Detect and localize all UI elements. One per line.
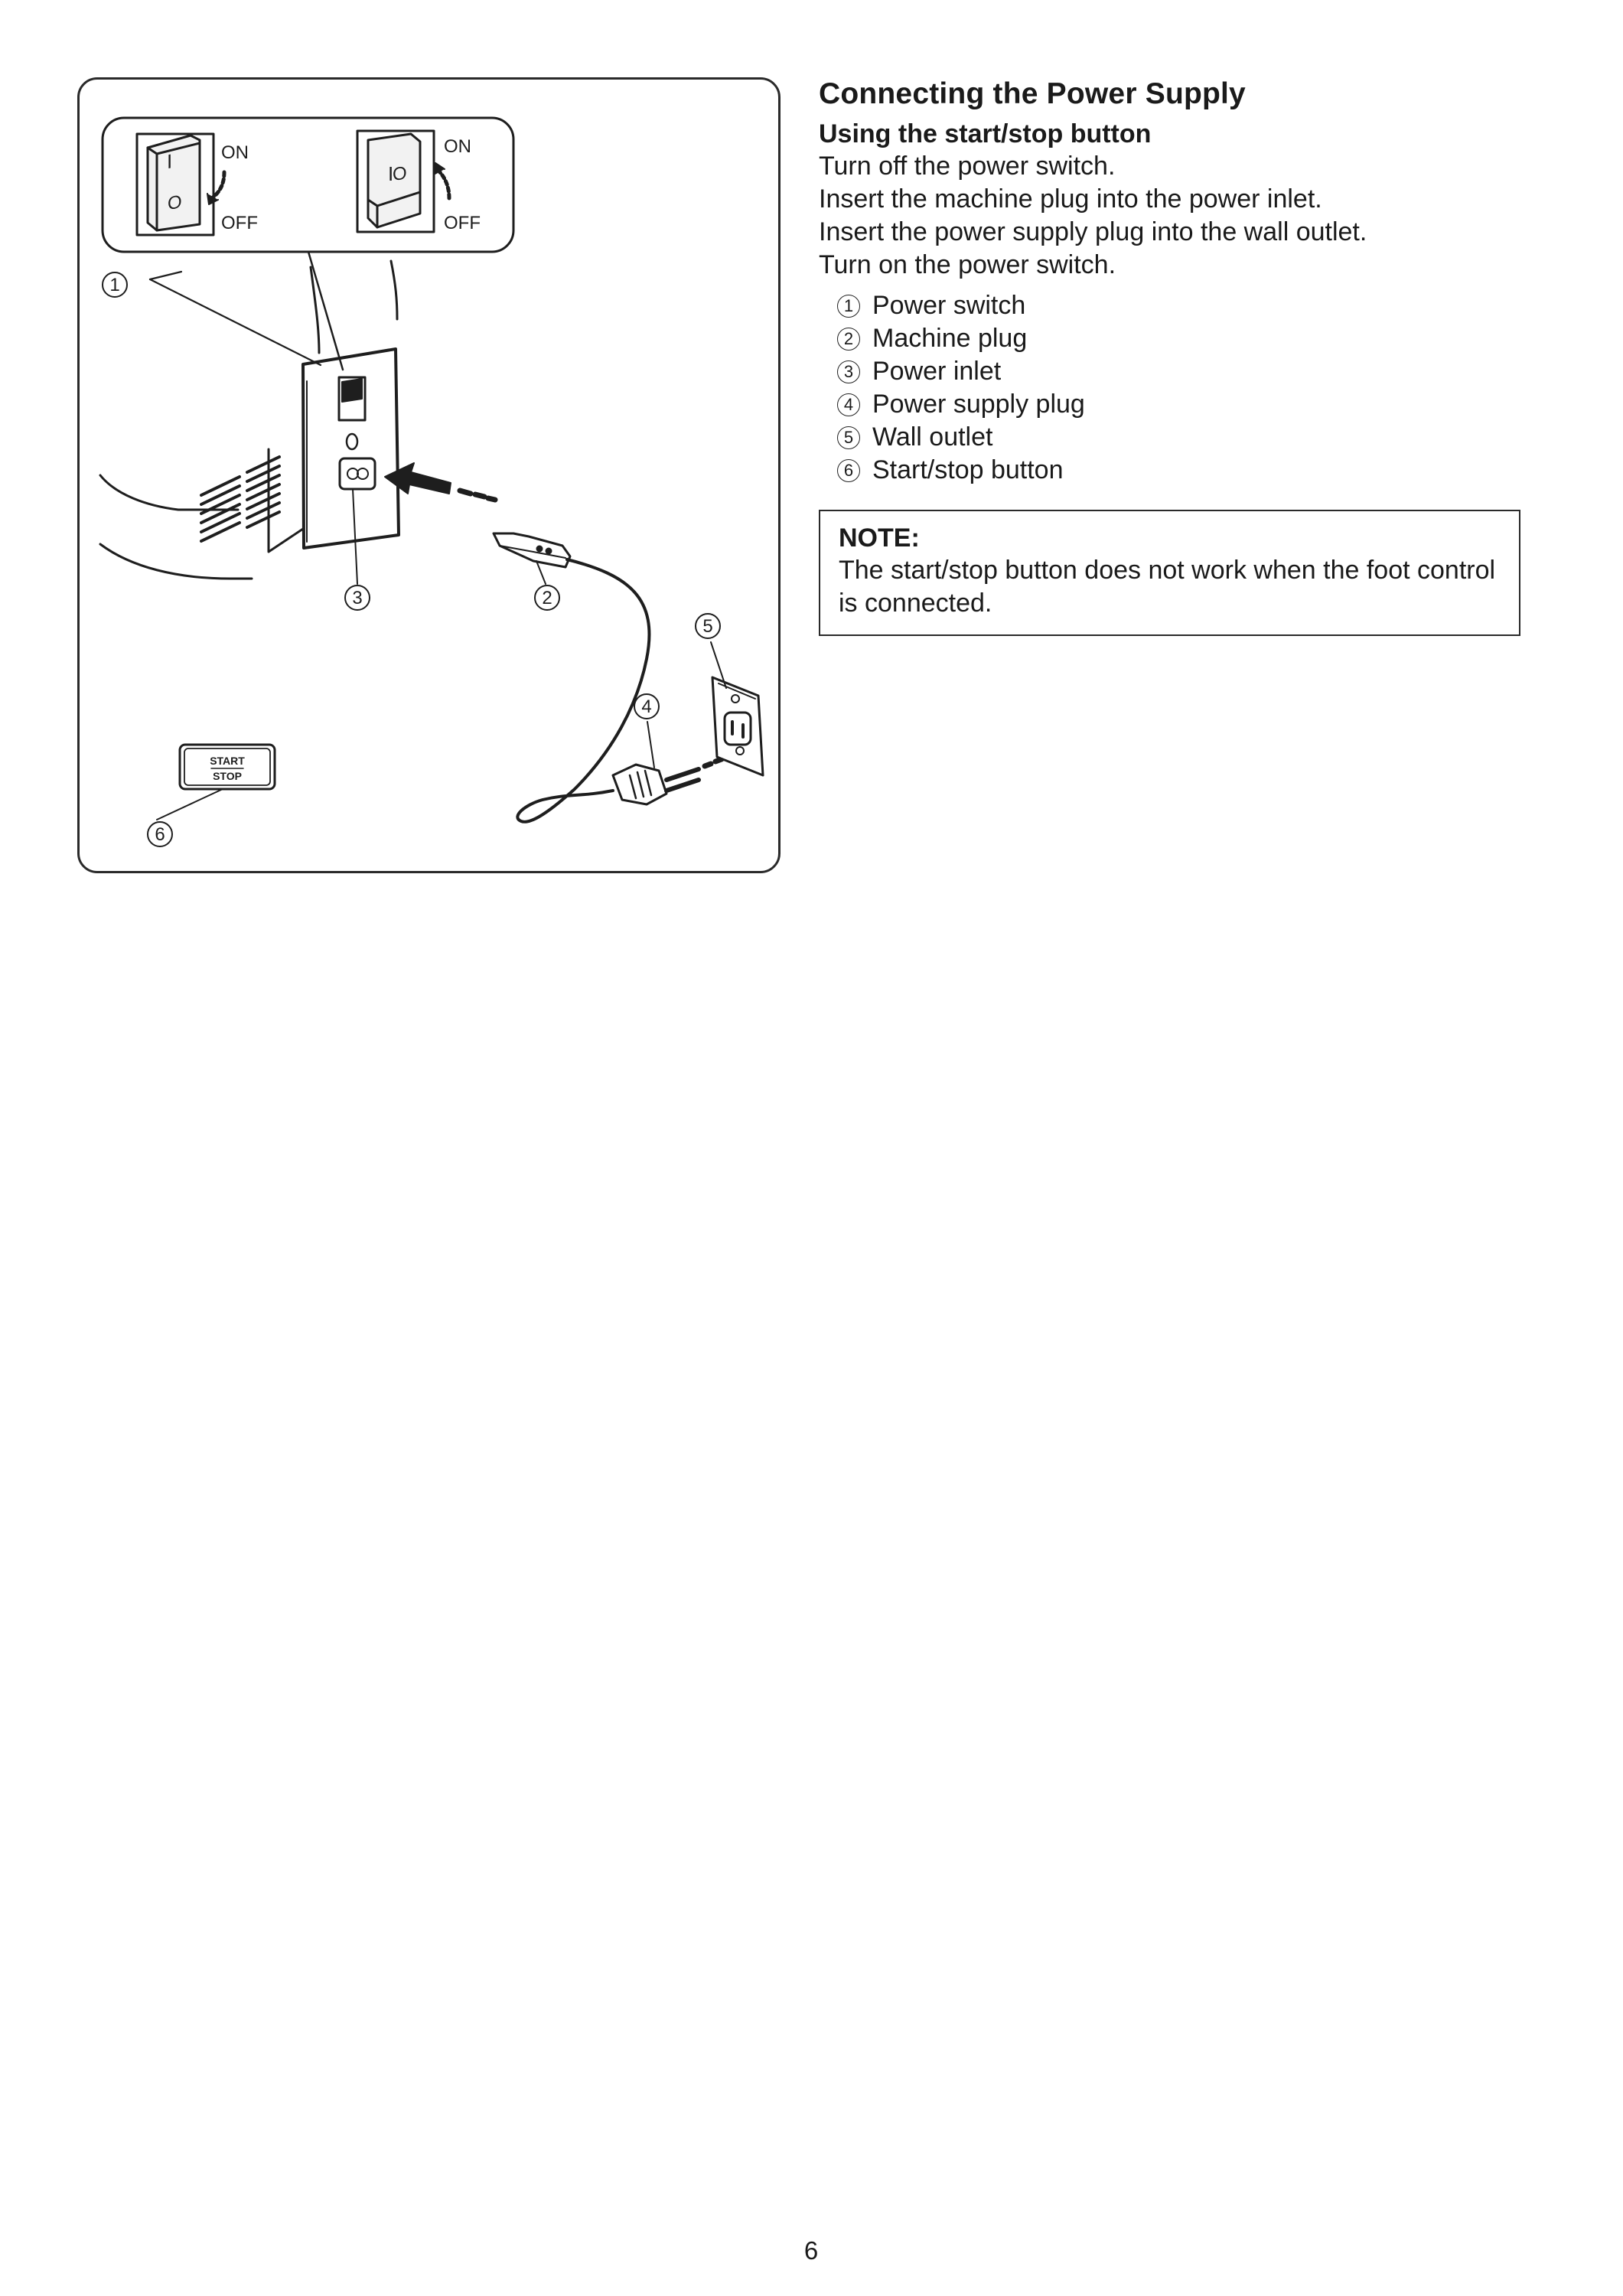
switch-off-label: OFF: [221, 213, 258, 233]
legend-label: Start/stop button: [872, 455, 1064, 484]
callout-5-label: 5: [702, 616, 713, 637]
instructions-column: [819, 77, 1530, 487]
callout-3-marker: [345, 585, 370, 610]
step-text: Insert the power supply plug into the wall outlet.: [819, 217, 1367, 246]
sewing-machine-body: [100, 261, 399, 579]
callout-4-marker: [634, 694, 659, 719]
switch-zero-glyph: O: [393, 162, 407, 185]
callout-6-label: 6: [155, 824, 165, 845]
note-title: NOTE:: [839, 523, 920, 553]
callout-3-label: 3: [352, 588, 363, 608]
legend-item: [837, 322, 1530, 355]
stop-label: STOP: [213, 770, 242, 782]
legend-number: 1: [837, 295, 860, 318]
switch-off-label: OFF: [444, 213, 481, 233]
start-stop-button-illustration: [180, 745, 275, 789]
start-label: START: [210, 755, 245, 767]
switch-on-position-icon: [357, 131, 434, 232]
legend-label: Power inlet: [872, 357, 1002, 386]
subsection-title: Using the start/stop button: [819, 119, 1152, 148]
turn-on-arrow-icon: [438, 171, 449, 198]
legend-number: 2: [837, 328, 860, 351]
callout-6-marker: [148, 822, 172, 846]
legend-item: [837, 289, 1530, 322]
legend-label: Power switch: [872, 291, 1026, 320]
section-title: Connecting the Power Supply: [819, 77, 1246, 110]
callout-1-label: 1: [109, 275, 120, 295]
page-number: 6: [803, 2236, 819, 2265]
callout-2-marker: [535, 585, 559, 610]
legend-label: Wall outlet: [872, 422, 993, 452]
parts-legend: [819, 289, 1530, 487]
callout-4-label: 4: [641, 696, 652, 717]
legend-item: [837, 421, 1530, 454]
switch-one-glyph: I: [388, 162, 394, 185]
switch-on-label: ON: [444, 136, 471, 157]
machine-plug: [494, 533, 570, 567]
legend-item: [837, 454, 1530, 487]
legend-item: [837, 355, 1530, 388]
switch-on-label: ON: [221, 142, 249, 163]
legend-number: 3: [837, 360, 860, 383]
legend-number: 5: [837, 426, 860, 449]
legend-label: Power supply plug: [872, 390, 1085, 419]
switch-zero-glyph: O: [168, 191, 182, 215]
step-text: Insert the machine plug into the power inlet.: [819, 184, 1322, 214]
legend-number: 4: [837, 393, 860, 416]
legend-item: [837, 388, 1530, 421]
switch-off-position-icon: [137, 134, 213, 235]
callout-5-marker: [696, 614, 720, 638]
legend-number: 6: [837, 459, 860, 482]
note-text: The start/stop button does not work when the foot control is connected.: [839, 556, 1496, 618]
power-supply-plug: [613, 765, 699, 804]
step-text: Turn on the power switch.: [819, 250, 1116, 279]
switch-one-glyph: I: [167, 149, 173, 174]
legend-label: Machine plug: [872, 324, 1028, 353]
power-connection-illustration: [77, 77, 781, 873]
callout-1-marker: [103, 272, 127, 297]
insert-arrow-icon: [385, 463, 451, 494]
callout-2-label: 2: [542, 588, 552, 608]
step-text: Turn off the power switch.: [819, 152, 1116, 181]
note-box: [819, 510, 1520, 636]
